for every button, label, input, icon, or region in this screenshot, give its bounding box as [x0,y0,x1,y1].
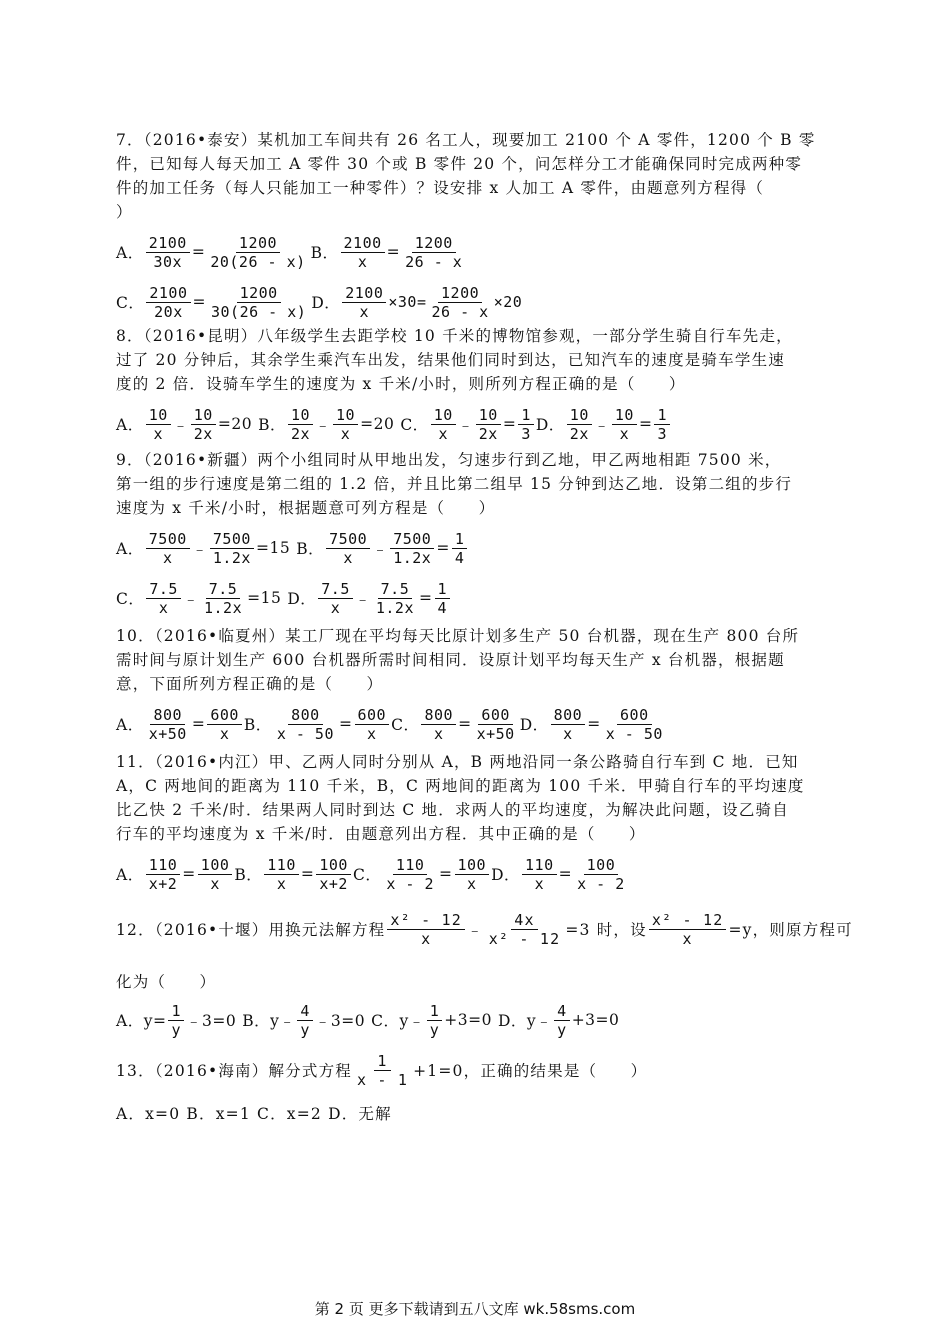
fraction: $\frac{10}{2x}$ [567,406,592,443]
fraction: $\frac{1200}{30(26 - x)}$ [211,283,307,321]
question-text-line: 化为（ ） [116,973,217,991]
options-row [116,998,836,1042]
fraction: $\frac{1}{4}$ [435,580,451,617]
equals: = [191,243,206,261]
option-c-label: C． [400,416,429,434]
fraction: $\frac{10}{x}$ [431,406,456,443]
question-text-line: 11．（2016•内江）甲、乙两人同时分别从 A，B 两地沿同一条公路骑自行车到 C 地．已知 [116,753,799,771]
fraction: $\frac{600}{x}$ [355,706,390,743]
option-c-label: C．y﹣ [371,1012,425,1030]
option-d-label: D． [311,294,341,312]
fraction: $\frac{7500}{1.2x}$ [390,530,434,567]
question-text-line: 比乙快 2 千米/时．结果两人同时到达 C 地．求两人的平均速度，为解决此问题，设乙骑自 [116,801,789,819]
fraction: $\frac{100}{x - 2}$ [577,855,625,893]
equals: = [502,415,517,433]
option-c-label: C． [116,590,145,608]
fraction: $\frac{2100}{30x}$ [146,234,190,271]
fraction: $\frac{10}{2x}$ [288,406,313,443]
operator: =20 [360,415,395,433]
fraction: $\frac{1}{y}$ [168,1002,184,1039]
operator: ﹣ [191,540,208,558]
fraction: $\frac{600}{x+50}$ [476,705,515,743]
fraction: $\frac{4}{y}$ [297,1002,313,1039]
fraction: $\frac{\text{x² - 12}}{x}$ [387,911,465,948]
fraction: $\frac{800}{x - 50}$ [276,705,334,743]
fraction: $\frac{\text{x² - 12}}{x}$ [649,911,727,948]
operator: ×30= [388,293,427,311]
equals: = [458,715,472,733]
fraction: $\frac{1}{3}$ [518,406,534,443]
question-text-line: 过了 20 分钟后，其余学生乘汽车出发，结果他们同时到达，已知汽车的速度是骑车学生速 [116,351,785,369]
operator: ﹣ [172,416,189,434]
operator: ﹣3=0 [314,1012,366,1030]
option-a-label: A．y= [116,1012,167,1030]
equals: = [191,715,206,733]
option-a-label: A． [116,866,144,884]
options-row [116,526,836,570]
fraction: $\frac{1}{y}$ [427,1002,443,1039]
question-8 [116,324,836,446]
question-text-line: 7．（2016•泰安）某机加工车间共有 26 名工人，现要加工 2100 个 A 零件，1200 个 B 零 [116,131,816,149]
fraction: $\frac{10}{2x}$ [476,406,501,443]
fraction: $\frac{1200}{20(26 - x)}$ [210,233,306,271]
operator: ×20 [493,293,523,311]
fraction: $\frac{7500}{1.2x}$ [210,530,254,567]
question-11 [116,750,836,896]
equals: = [419,589,433,607]
question-text-line: 需时间与原计划生产 600 台机器所需时间相同．设原计划平均每天生产 x 台机器，根据题 [116,651,785,669]
fraction: $\frac{1}{x - 1}$ [356,1051,409,1089]
fraction: $\frac{100}{x+2}$ [316,856,351,893]
page-footer: 第 2 页 更多下载请到五八文库 wk.58sms.com [314,1300,636,1318]
question-text-line: 10．（2016•临夏州）某工厂现在平均每天比原计划多生产 50 台机器，现在生产 800 台所 [116,627,800,645]
fraction: $\frac{10}{2x}$ [191,406,216,443]
question-text-line [116,904,853,954]
fraction: $\frac{7500}{x}$ [326,530,370,567]
fraction: $\frac{7500}{x}$ [146,530,190,567]
fraction: $\frac{2100}{20x}$ [146,284,190,321]
option-b-label: B． [243,716,272,734]
operator: =15 [255,539,291,557]
option-a-label: A． [116,716,144,734]
question-text: =y，则原方程可 [728,921,853,939]
fraction: $\frac{1200}{26 - x}$ [405,233,463,271]
operator: ﹣ [457,416,474,434]
option-c-label: C． [352,866,382,884]
fraction: $\frac{800}{x}$ [551,706,586,743]
fraction: $\frac{100}{x}$ [198,856,233,893]
question-text-line: 度的 2 倍．设骑车学生的速度为 x 千米/小时，则所列方程正确的是（ ） [116,375,686,393]
question-text-line: 9．（2016•新疆）两个小组同时从甲地出发，匀速步行到乙地，甲乙两地相距 7500 米， [116,451,782,469]
question-text-line: 第一组的步行速度是第二组的 1.2 倍，并且比第二组早 15 分钟到达乙地．设第二组的步行 [116,475,793,493]
operator: ﹣ [182,590,199,608]
question-text: =3 时，设 [565,921,647,939]
fraction: $\frac{1}{4}$ [452,530,468,567]
operator: ﹣3=0 [185,1012,237,1030]
options-row [116,230,836,274]
question-9 [116,448,836,620]
question-7 [116,128,836,324]
equals: = [638,415,653,433]
operator: +3=0 [444,1011,492,1029]
question-text-line: ） [116,203,133,221]
operator: +3=0 [571,1011,620,1029]
fraction: $\frac{2100}{x}$ [341,234,385,271]
operator: ﹣ [467,921,484,939]
question-text: +1=0，正确的结果是（ ） [413,1062,648,1080]
fraction: $\frac{1200}{26 - x}$ [431,283,489,321]
fraction: $\frac{110}{x}$ [264,856,299,893]
question-text-line: 行车的平均速度为 x 千米/时．由题意列出方程．其中正确的是（ ） [116,825,646,843]
operator: =20 [217,415,253,433]
fraction: $\frac{100}{x}$ [455,856,490,893]
fraction: $\frac{800}{x+50}$ [148,705,187,743]
equals: = [386,243,401,261]
equals: = [587,715,601,733]
fraction: $\frac{7.5}{1.2x}$ [203,579,243,617]
operator: ﹣ [372,540,389,558]
equals: = [436,539,450,557]
question-text: 12．（2016•十堰）用换元法解方程 [116,921,386,939]
fraction: $\frac{600}{x - 50}$ [605,705,663,743]
fraction: $\frac{800}{x}$ [421,706,456,743]
options-row [116,852,836,896]
fraction: $\frac{7.5}{x}$ [146,580,181,617]
equals: = [558,865,573,883]
option-c-label: C． [116,294,145,312]
fraction: $\frac{110}{x - 2}$ [386,855,434,893]
question-text-line [116,1048,836,1092]
fraction: $\frac{110}{x}$ [522,856,557,893]
fraction: $\frac{10}{x}$ [612,406,637,443]
equals: = [339,715,353,733]
operator: ﹣ [593,416,610,434]
question-text: 13．（2016•海南）解分式方程 [116,1062,352,1080]
fraction: $\frac{7.5}{x}$ [318,580,353,617]
fraction: $\frac{4}{y}$ [554,1002,570,1039]
option-b-label: B．y﹣ [242,1012,296,1030]
option-b-label: B． [258,416,286,434]
options-row: A．x=0 B．x=1 C．x=2 D．无解 [116,1105,392,1123]
option-a-label: A． [116,244,144,262]
options-row [116,576,836,620]
options-row [116,702,836,746]
operator: =15 [247,589,282,607]
question-text-line: 8．（2016•昆明）八年级学生去距学校 10 千米的博物馆参观，一部分学生骑自行车先走， [116,327,793,345]
operator: ﹣ [315,416,332,434]
fraction: $\frac{110}{x+2}$ [146,856,181,893]
fraction: $\frac{10}{x}$ [146,406,171,443]
fraction: $\frac{1}{3}$ [654,406,670,443]
equals: = [182,865,196,883]
options-row [116,402,836,446]
option-d-label: D． [491,866,521,884]
option-b-label: B． [310,244,339,262]
equals: = [439,865,453,883]
fraction: $\frac{2100}{x}$ [342,284,386,321]
equals: = [192,293,206,311]
question-text-line: A，C 两地间的距离为 110 千米，B，C 两地间的距离为 100 千米．甲骑自行车的平均速度 [116,777,805,795]
option-b-label: B． [296,540,325,558]
option-d-label: D．y﹣ [497,1012,553,1030]
question-text-line: 意，下面所列方程正确的是（ ） [116,675,384,693]
question-12 [116,904,853,1042]
operator: ﹣ [354,590,371,608]
fraction: $\frac{10}{x}$ [333,406,358,443]
question-text-line: 件，已知每人每天加工 A 零件 30 个或 B 零件 20 个，问怎样分工才能确保同时完成两种零 [116,155,803,173]
question-text-line: 速度为 x 千米/小时，根据题意可列方程是（ ） [116,499,496,517]
equals: = [300,865,315,883]
fraction: $\frac{7.5}{1.2x}$ [375,579,414,617]
question-text-line: 件的加工任务（每人只能加工一种零件）？设安排 x 人加工 A 零件，由题意列方程得（ [116,179,765,197]
option-a-label: A． [116,416,144,434]
option-d-label: D． [535,416,565,434]
question-13 [116,1048,836,1126]
option-d-label: D． [287,590,317,608]
option-b-label: B． [234,866,263,884]
option-a-label: A． [116,540,144,558]
fraction: $\frac{600}{x}$ [207,706,242,743]
options-row [116,280,836,324]
option-d-label: D． [519,716,549,734]
fraction: $\frac{4x}{\text{x² - 12}}$ [488,910,561,948]
option-c-label: C． [391,716,420,734]
question-10 [116,624,836,746]
